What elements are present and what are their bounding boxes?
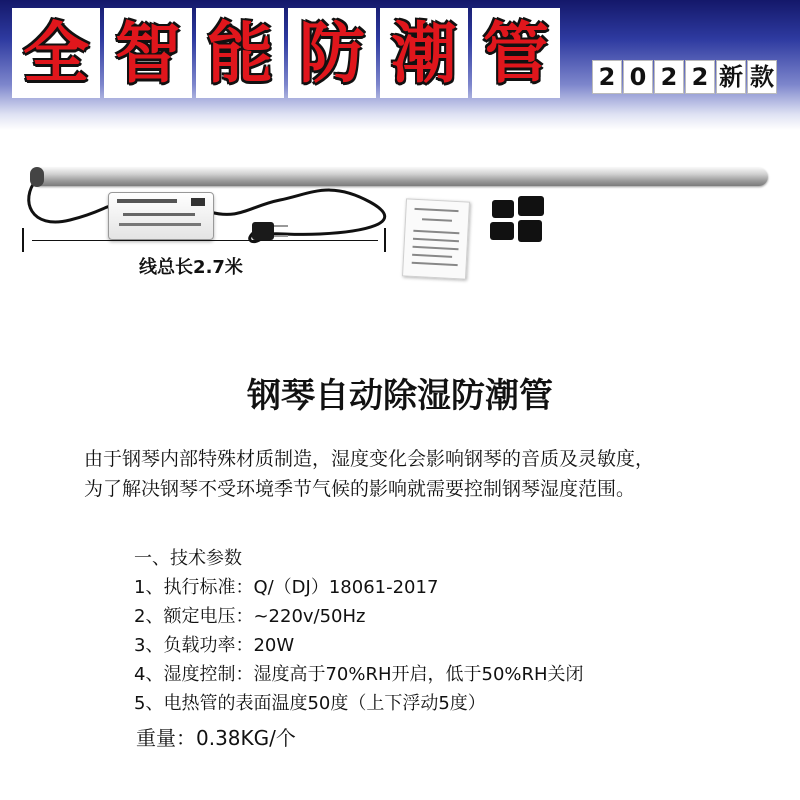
year-char: 2 <box>654 60 684 94</box>
year-char: 款 <box>747 60 777 94</box>
dimension-line <box>32 240 378 241</box>
dimension-tick-right <box>384 228 386 252</box>
spec-heading: 一、技术参数 <box>134 548 242 569</box>
title-char: 防 <box>288 8 376 98</box>
product-photo <box>0 140 800 290</box>
spec-item: 2、额定电压：~220v/50Hz <box>134 606 366 627</box>
year-char: 2 <box>592 60 622 94</box>
spec-item: 1、执行标准：Q/（DJ）18061-2017 <box>134 577 439 598</box>
spec-list <box>134 544 584 718</box>
intro-paragraph <box>84 444 774 504</box>
page-title: 钢琴自动除湿防潮管 <box>247 376 553 416</box>
title-char: 全 <box>12 8 100 98</box>
year-char: 0 <box>623 60 653 94</box>
product-title <box>12 8 560 98</box>
weight-info: 重量：0.38KG/个 <box>136 726 296 750</box>
dehumidifier-tube <box>32 168 768 186</box>
humidity-controller <box>108 192 214 240</box>
title-banner <box>0 0 800 130</box>
year-char: 新 <box>716 60 746 94</box>
tube-end-cap <box>30 167 44 187</box>
title-char: 能 <box>196 8 284 98</box>
spec-item: 3、负载功率：20W <box>134 635 295 656</box>
spec-item: 4、湿度控制：湿度高于70%RH开启，低于50%RH关闭 <box>134 664 584 685</box>
spec-item: 5、电热管的表面温度50度（上下浮动5度） <box>134 693 486 714</box>
instruction-manual <box>402 198 470 279</box>
title-char: 潮 <box>380 8 468 98</box>
title-char: 管 <box>472 8 560 98</box>
year-char: 2 <box>685 60 715 94</box>
intro-line: 为了解决钢琴不受环境季节气候的影响就需要控制钢琴湿度范围。 <box>84 478 636 500</box>
dimension-tick-left <box>22 228 24 252</box>
intro-line: 由于钢琴内部特殊材质制造，湿度变化会影响钢琴的音质及灵敏度， <box>84 448 655 470</box>
cable-length-label: 线总长2.7米 <box>139 257 243 278</box>
mounting-clips <box>488 196 550 244</box>
year-badge <box>592 60 777 94</box>
title-char: 智 <box>104 8 192 98</box>
